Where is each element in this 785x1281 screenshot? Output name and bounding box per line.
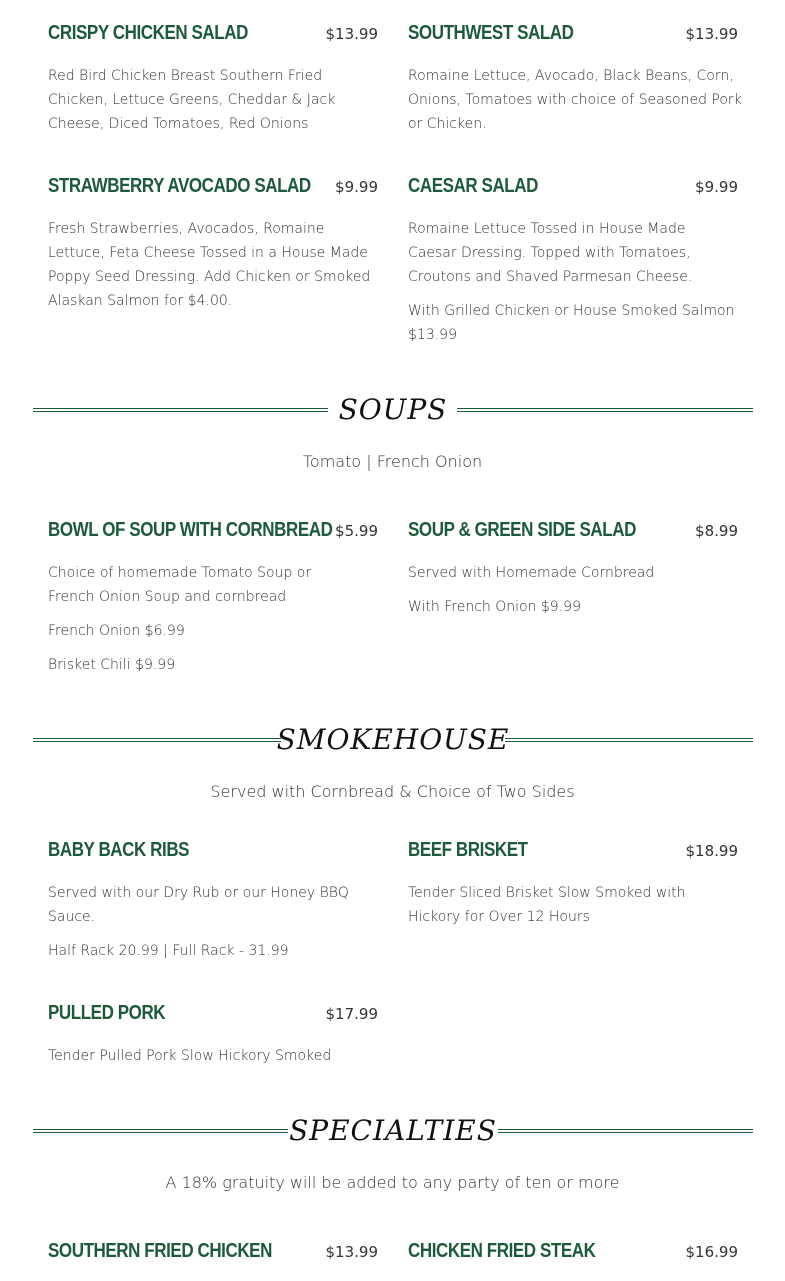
item-price: $13.99 xyxy=(325,25,378,43)
section-title: SMOKEHOUSE xyxy=(276,723,510,756)
item-price: $13.99 xyxy=(685,25,738,43)
section-header-specialties xyxy=(33,1111,753,1151)
item-note: With Grilled Chicken or House Smoked Salmon $13.99 xyxy=(408,303,735,343)
item-description: Romaine Lettuce, Avocado, Black Beans, Corn, Onions, Tomatoes with choice of Seasoned Pork or Chicken. xyxy=(408,68,742,132)
item-price: $17.99 xyxy=(325,1005,378,1023)
section-title: SOUPS xyxy=(338,393,448,426)
item-description: Served with our Dry Rub or our Honey BBQ Sauce. xyxy=(48,885,349,925)
item-note: Brisket Chili $9.99 xyxy=(48,657,176,673)
item-note: French Onion $6.99 xyxy=(48,623,185,639)
item-note: Half Rack 20.99 | Full Rack - 31.99 xyxy=(48,943,289,959)
item-description: Romaine Lettuce Tossed in House Made Caesar Dressing. Topped with Tomatoes, Croutons and Shaved Parmesan Cheese. xyxy=(408,221,693,285)
item-description: Choice of homemade Tomato Soup or French Onion Soup and cornbread xyxy=(48,565,312,605)
section-subtitle: A 18% gratuity will be added to any party of ten or more xyxy=(165,1173,620,1192)
item-description: Tender Sliced Brisket Slow Smoked with Hickory for Over 12 Hours xyxy=(408,885,686,925)
item-price: $9.99 xyxy=(695,178,738,196)
section-header-soups xyxy=(33,390,753,430)
item-description: Tender Pulled Pork Slow Hickory Smoked xyxy=(48,1048,332,1064)
item-price: $9.99 xyxy=(335,178,378,196)
item-price: $16.99 xyxy=(685,1243,738,1261)
item-name: SOUTHERN FRIED CHICKEN xyxy=(48,1240,272,1262)
item-name: CHICKEN FRIED STEAK xyxy=(408,1240,596,1262)
section-title: SPECIALTIES xyxy=(289,1114,497,1147)
item-name: SOUP & GREEN SIDE SALAD xyxy=(408,519,636,541)
item-price: $13.99 xyxy=(325,1243,378,1261)
section-header-smokehouse xyxy=(33,720,753,760)
item-note: With French Onion $9.99 xyxy=(408,599,581,615)
item-name: SOUTHWEST SALAD xyxy=(408,22,574,44)
item-price: $18.99 xyxy=(685,842,738,860)
item-name: BABY BACK RIBS xyxy=(48,839,190,861)
item-name: BEEF BRISKET xyxy=(408,839,528,861)
item-price: $5.99 xyxy=(335,522,378,540)
item-name: PULLED PORK xyxy=(48,1002,166,1024)
section-subtitle: Tomato | French Onion xyxy=(302,452,483,471)
item-name: CRISPY CHICKEN SALAD xyxy=(48,22,248,44)
item-description: Served with Homemade Cornbread xyxy=(408,565,655,581)
item-description: Red Bird Chicken Breast Southern Fried Chicken, Lettuce Greens, Cheddar & Jack Cheese, Diced Tomatoes, Red Onions xyxy=(48,68,336,132)
item-description: Fresh Strawberries, Avocados, Romaine Lettuce, Feta Cheese Tossed in a House Made Poppy Seed Dressing. Add Chicken or Smoked Alaskan Salmon for $4.00. xyxy=(48,221,371,309)
section-subtitle: Served with Cornbread & Choice of Two Sides xyxy=(210,782,575,801)
item-name: BOWL OF SOUP WITH CORNBREAD xyxy=(48,519,333,541)
item-name: STRAWBERRY AVOCADO SALAD xyxy=(48,175,311,197)
item-name: CAESAR SALAD xyxy=(408,175,538,197)
item-price: $8.99 xyxy=(695,522,738,540)
